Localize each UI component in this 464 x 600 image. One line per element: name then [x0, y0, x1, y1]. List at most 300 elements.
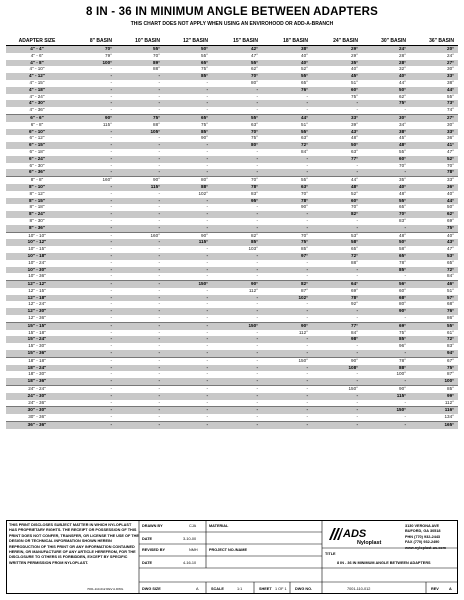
angle-cell: -: [362, 378, 410, 385]
angle-cell: 108°: [312, 365, 362, 372]
angle-cell: 75°: [262, 239, 312, 246]
angle-cell: -: [256, 93, 258, 99]
adapter-size-cell: 10" - 15": [28, 246, 46, 252]
table-row: [6, 169, 458, 176]
angle-cell: 78°: [362, 357, 410, 364]
angle-cell: 50°: [164, 46, 212, 53]
angle-cell: -: [362, 350, 410, 357]
angle-cell: 33°: [312, 114, 362, 121]
table-row: [6, 60, 458, 67]
angle-cell: -: [212, 350, 262, 357]
table-row: [6, 400, 458, 407]
angle-cell: -: [212, 308, 262, 315]
adapter-size-cell: 4" - 6": [30, 52, 44, 58]
angle-cell: 160°: [68, 177, 116, 184]
angle-cell: 70°: [351, 204, 358, 210]
angle-cell: -: [158, 135, 160, 141]
angle-cell: 89°: [116, 60, 164, 67]
angle-cell: 55°: [447, 93, 454, 99]
angle-cell: -: [164, 350, 212, 357]
angle-cell: -: [404, 414, 406, 420]
angle-cell: 75°: [251, 135, 258, 141]
angle-cell: -: [212, 156, 262, 163]
adapter-size-cell: 10" - 18": [6, 253, 68, 260]
adapter-size-cell: 4" - 18": [6, 87, 68, 94]
angle-cell: 67°: [410, 357, 458, 364]
angle-cell: 150°: [262, 357, 312, 364]
revised-by-label: REVISED BY: [142, 548, 165, 552]
angle-cell: -: [262, 365, 312, 372]
angle-cell: -: [164, 365, 212, 372]
title-value: 8 IN - 36 IN MINIMUM ANGLE BETWEEN ADAPTERS: [337, 561, 431, 565]
angle-cell: 70°: [301, 190, 308, 196]
table-row: [6, 315, 458, 322]
table-row: [6, 422, 458, 429]
angle-cell: -: [68, 267, 116, 274]
angle-cell: 105°: [116, 129, 164, 136]
angle-cell: 33°: [410, 177, 458, 184]
table-row: [6, 343, 458, 350]
drawn-by-value: CJA: [189, 524, 197, 528]
title-block: [6, 520, 458, 594]
date-value-2: 4-16-10: [183, 561, 197, 565]
sheet-label: SHEET: [259, 587, 272, 591]
angle-cell: -: [116, 357, 164, 364]
angle-cell: 50°: [447, 204, 454, 210]
table-row: [6, 308, 458, 315]
table-row: [6, 107, 458, 114]
table-row: [6, 253, 458, 260]
angle-cell: -: [256, 162, 258, 168]
angle-cell: -: [356, 399, 358, 405]
angle-cell: -: [68, 308, 116, 315]
angle-cell: -: [68, 100, 116, 107]
adapter-size-cell: 6" - 15": [6, 142, 68, 149]
angle-cell: -: [262, 267, 312, 274]
angle-cell: -: [306, 107, 308, 113]
angle-cell: 77°: [312, 322, 362, 329]
angle-cell: -: [212, 422, 262, 429]
angle-cell: 84°: [351, 329, 358, 335]
date-value-1: 3-10-00: [183, 537, 197, 541]
angle-cell: -: [206, 399, 208, 405]
angle-cell: 65°: [362, 253, 410, 260]
angle-cell: 48°: [362, 142, 410, 149]
table-row: [6, 114, 458, 121]
angle-cell: 55°: [212, 60, 262, 67]
angle-cell: 78°: [212, 184, 262, 191]
angle-cell: -: [110, 79, 112, 85]
angle-cell: -: [306, 93, 308, 99]
angle-cell: -: [116, 73, 164, 80]
table-row: [6, 177, 458, 184]
angle-cell: -: [312, 267, 362, 274]
angle-cell: -: [256, 273, 258, 279]
angle-cell: -: [116, 378, 164, 385]
table-row: [6, 100, 458, 107]
angle-cell: -: [164, 295, 212, 302]
angle-cell: -: [262, 169, 312, 176]
angle-cell: -: [158, 287, 160, 293]
table-row: [6, 184, 458, 191]
angle-cell: 70°: [68, 46, 116, 53]
angle-cell: -: [116, 225, 164, 232]
angle-cell: -: [110, 329, 112, 335]
adapter-size-cell: 12" - 36": [28, 315, 46, 321]
date-label-2: DATE: [142, 561, 153, 565]
column-header: 24" BASIN: [312, 37, 362, 46]
angle-cell: -: [206, 148, 208, 154]
drawn-by-label: DRAWN BY: [142, 524, 163, 528]
column-header: ADAPTER SIZE: [6, 37, 68, 46]
angle-cell: -: [212, 365, 262, 372]
date-label-1: DATE: [142, 537, 153, 541]
adapter-size-cell: 6" - 8": [30, 121, 44, 127]
proprietary-disclaimer: THIS PRINT DISCLOSES SUBJECT MATTER IN WHICH NYLOPLAST HAS PROPRIETARY RIGHTS. THE RECEIPT OR POSSESSION OF THIS PRINT DOES NOT CONFER, TRANSFER, OR LICENSE THE USE OF THE DESIGN OR TECHNICAL INFORMATION SHOWN HEREIN REPRODUCTION OF THIS PRINT OR ANY INFORMATION CONTAINED HEREIN, OR MANUFACTURE OF ANY ARTICLE HEREFROM, FOR THE DISCLOSURE TO OTHERS IS FORBIDDEN, EXCEPT BY SPECIFIC WRITTEN PERMISSION FROM NYLOPLAST.: [9, 523, 139, 565]
angle-cell: -: [256, 204, 258, 210]
table-row: [6, 129, 458, 136]
angle-cell: -: [256, 217, 258, 223]
angle-cell: -: [110, 301, 112, 307]
adapter-size-cell: 4" - 4": [6, 46, 68, 53]
adapter-size-cell: 24" - 24": [6, 386, 68, 393]
angle-cell: 102°: [198, 190, 208, 196]
angle-cell: -: [68, 407, 116, 414]
angle-cell: -: [262, 336, 312, 343]
table-row: [6, 393, 458, 400]
angle-cell: -: [362, 169, 410, 176]
angle-cell: -: [206, 217, 208, 223]
angle-cell: 88°: [153, 66, 160, 72]
angle-cell: -: [256, 343, 258, 349]
adapter-size-cell: 30" - 36": [28, 414, 46, 420]
angle-cell: 47°: [447, 246, 454, 252]
angle-cell: 58°: [312, 239, 362, 246]
angle-cell: 95°: [212, 198, 262, 205]
angle-cell: -: [212, 211, 262, 218]
angle-cell: 72°: [410, 267, 458, 274]
angle-cell: -: [312, 169, 362, 176]
angle-cell: -: [262, 407, 312, 414]
angle-cell: 115°: [362, 393, 410, 400]
angle-cell: -: [356, 107, 358, 113]
angle-cell: 72°: [262, 142, 312, 149]
angle-cell: -: [116, 407, 164, 414]
angle-cell: 35°: [362, 177, 410, 184]
angle-cell: 150°: [212, 322, 262, 329]
dwg-no-label: DWG NO.: [295, 587, 313, 591]
table-row: [6, 163, 458, 170]
angle-cell: 51°: [351, 79, 358, 85]
angle-cell: 75°: [410, 365, 458, 372]
project-label: PROJECT NO./NAME: [209, 548, 247, 552]
angle-cell: 96°: [399, 343, 406, 349]
angle-cell: 50°: [312, 142, 362, 149]
angle-cell: 92°: [351, 301, 358, 307]
adapter-size-cell: 4" - 24": [29, 93, 45, 99]
angle-cell: 98°: [312, 336, 362, 343]
dwg-no-value: 7001-110-012: [347, 587, 371, 591]
adapter-size-cell: 10" - 24": [28, 259, 46, 265]
angle-cell: 70°: [212, 177, 262, 184]
angle-cell: -: [212, 100, 262, 107]
angle-cell: -: [68, 322, 116, 329]
angle-cell: 88°: [351, 259, 358, 265]
angle-cell: -: [68, 295, 116, 302]
angle-cell: -: [306, 273, 308, 279]
angle-cell: 115°: [102, 121, 112, 127]
table-row: [6, 46, 458, 53]
angle-cell: -: [262, 100, 312, 107]
angle-cell: -: [164, 322, 212, 329]
angle-cell: 78°: [262, 198, 312, 205]
angle-cell: -: [110, 148, 112, 154]
address-line: 3130 VERONA AVE: [405, 524, 440, 528]
angle-cell: -: [110, 135, 112, 141]
table-row: [6, 288, 458, 295]
angle-cell: -: [206, 162, 208, 168]
angle-cell: -: [256, 329, 258, 335]
address-line: www.nyloplast-us.com: [405, 545, 446, 550]
angle-cell: 75°: [201, 66, 208, 72]
angle-cell: 99°: [410, 393, 458, 400]
ads-nyloplast-logo: [325, 524, 401, 548]
angle-cell: 55°: [362, 198, 410, 205]
scale-label: SCALE: [211, 587, 224, 591]
angle-cell: -: [116, 422, 164, 429]
angle-cell: -: [312, 378, 362, 385]
table-row: [6, 246, 458, 253]
angle-cell: 112°: [248, 287, 258, 293]
adapter-size-cell: 10" - 36": [28, 273, 46, 279]
adapter-size-cell: 15" - 36": [6, 350, 68, 357]
angle-cell: -: [164, 308, 212, 315]
angle-cell: -: [356, 343, 358, 349]
table-row: [6, 386, 458, 393]
angle-cell: 88°: [362, 365, 410, 372]
angle-cell: -: [158, 301, 160, 307]
angle-cell: 85°: [362, 336, 410, 343]
angle-cell: -: [164, 407, 212, 414]
chart-title: 8 IN - 36 IN MINIMUM ANGLE BETWEEN ADAPTERS: [85, 6, 379, 18]
angle-cell: 52°: [410, 156, 458, 163]
column-header: 30" BASIN: [362, 37, 410, 46]
adapter-size-cell: 24" - 30": [6, 393, 68, 400]
angle-cell: 73°: [410, 100, 458, 107]
angle-cell: 90°: [164, 232, 212, 239]
angle-cell: 85°: [212, 239, 262, 246]
angle-cell: -: [68, 232, 116, 239]
table-row: [6, 80, 458, 87]
angle-cell: -: [206, 273, 208, 279]
adapter-size-cell: 15" - 15": [6, 322, 68, 329]
angle-cell: 38°: [447, 79, 454, 85]
adapter-size-cell: 4" - 8": [6, 60, 68, 67]
angle-cell: 72°: [312, 253, 362, 260]
adapter-size-cell: 15" - 18": [28, 329, 46, 335]
angle-cell: 48°: [351, 135, 358, 141]
angle-cell: -: [110, 343, 112, 349]
angle-cell: -: [68, 350, 116, 357]
column-header: 36" BASIN: [410, 37, 458, 46]
angle-cell: 112°: [298, 329, 308, 335]
angle-cell: -: [206, 301, 208, 307]
angle-cell: 57°: [410, 295, 458, 302]
table-row: [6, 273, 458, 280]
angle-cell: -: [110, 246, 112, 252]
angle-cell: -: [164, 142, 212, 149]
angle-cell: -: [206, 79, 208, 85]
column-header: 15" BASIN: [212, 37, 262, 46]
logo-subtext: Nyloplast: [357, 540, 382, 546]
adapter-size-cell: 6" - 24": [6, 156, 68, 163]
title-label: TITLE: [325, 552, 336, 556]
angle-cell: 82°: [312, 211, 362, 218]
angle-cell: 76°: [262, 87, 312, 94]
angle-cell: 90°: [262, 322, 312, 329]
angle-cell: 79°: [105, 52, 112, 58]
angle-cell: 87°: [301, 287, 308, 293]
table-row: [6, 87, 458, 94]
angle-cell: -: [110, 66, 112, 72]
angle-cell: -: [256, 414, 258, 420]
angle-cell: 75°: [201, 121, 208, 127]
angle-cell: -: [68, 422, 116, 429]
angle-cell: 75°: [116, 114, 164, 121]
angle-cell: -: [312, 407, 362, 414]
angle-cell: -: [158, 246, 160, 252]
angle-cell: -: [206, 204, 208, 210]
angle-cell: -: [164, 100, 212, 107]
angle-cell: -: [116, 393, 164, 400]
angle-cell: 85°: [164, 129, 212, 136]
angle-cell: -: [116, 350, 164, 357]
angle-cell: -: [164, 87, 212, 94]
angle-cell: 44°: [262, 114, 312, 121]
logo-text: ADS: [343, 528, 367, 540]
angle-cell: -: [206, 246, 208, 252]
table-row: [6, 407, 458, 414]
angle-cell: 69°: [362, 322, 410, 329]
angle-cell: 27°: [410, 114, 458, 121]
angle-cell: -: [404, 107, 406, 113]
angle-cell: -: [158, 162, 160, 168]
angle-cell: 55°: [212, 114, 262, 121]
angle-cell: -: [116, 253, 164, 260]
revised-by-value: NMH: [189, 548, 198, 552]
angle-cell: 94°: [410, 350, 458, 357]
angle-cell: -: [110, 399, 112, 405]
angle-cell: 72°: [410, 336, 458, 343]
adapter-size-cell: 4" - 15": [29, 79, 45, 85]
angle-cell: -: [158, 371, 160, 377]
angle-cell: 51°: [301, 121, 308, 127]
angle-cell: -: [68, 239, 116, 246]
angle-cell: 51°: [447, 287, 454, 293]
adapter-size-cell: 4" - 12": [6, 73, 68, 80]
angle-cell: -: [68, 198, 116, 205]
angle-cell: -: [116, 239, 164, 246]
angle-cell: -: [256, 107, 258, 113]
angle-cell: -: [206, 287, 208, 293]
angle-cell: 103°: [248, 246, 258, 252]
angle-cell: 90°: [362, 308, 410, 315]
angle-cell: 86°: [447, 315, 454, 321]
angle-cell: -: [404, 273, 406, 279]
angle-cell: -: [206, 343, 208, 349]
angle-cell: -: [306, 259, 308, 265]
angle-cell: 100°: [410, 378, 458, 385]
angle-cell: -: [68, 211, 116, 218]
angle-cell: 32°: [399, 66, 406, 72]
angle-cell: 58°: [399, 246, 406, 252]
angle-cell: 68°: [362, 295, 410, 302]
angle-cell: -: [164, 169, 212, 176]
table-row: [6, 295, 458, 302]
angle-cell: 55°: [410, 322, 458, 329]
angle-cell: 90°: [116, 177, 164, 184]
table-row: [6, 211, 458, 218]
scale-value: 1:1: [237, 587, 243, 591]
angle-cell: 29°: [351, 52, 358, 58]
angle-cell: -: [212, 295, 262, 302]
angle-cell: -: [158, 399, 160, 405]
angle-cell: -: [164, 156, 212, 163]
angle-cell: -: [110, 190, 112, 196]
angle-cell: -: [116, 322, 164, 329]
angle-cell: 63°: [251, 121, 258, 127]
angle-cell: 38°: [362, 129, 410, 136]
angle-cell: -: [262, 225, 312, 232]
angle-cell: -: [158, 79, 160, 85]
angle-cell: 42°: [212, 46, 262, 53]
angle-cell: -: [68, 357, 116, 364]
angle-cell: -: [306, 399, 308, 405]
angle-cell: 53°: [312, 232, 362, 239]
angle-cell: 44°: [410, 198, 458, 205]
angle-cell: -: [116, 308, 164, 315]
angle-cell: -: [256, 301, 258, 307]
angle-cell: 40°: [262, 60, 312, 67]
angle-cell: 46°: [410, 281, 458, 288]
adapter-size-cell: 6" - 36": [6, 169, 68, 176]
angle-cell: -: [68, 386, 116, 393]
angle-cell: 63°: [262, 184, 312, 191]
address-line: FAX (770) 932-2490: [405, 540, 440, 545]
angle-cell: -: [312, 422, 362, 429]
table-row: [6, 232, 458, 239]
angle-cell: 55°: [116, 46, 164, 53]
angle-cell: -: [110, 259, 112, 265]
adapter-size-cell: 6" - 12": [29, 135, 45, 141]
adapter-size-cell: 10" - 12": [6, 239, 68, 246]
angle-cell: -: [158, 204, 160, 210]
adapter-size-cell: 8" - 30": [29, 217, 45, 223]
angle-cell: 74°: [447, 107, 454, 113]
angle-cell: -: [158, 273, 160, 279]
angle-cell: -: [164, 225, 212, 232]
angle-cell: 50°: [362, 87, 410, 94]
sheet-value: 1 OF 1: [275, 587, 287, 591]
angle-cell: -: [110, 162, 112, 168]
angle-cell: 88°: [164, 184, 212, 191]
angle-cell: 150°: [164, 281, 212, 288]
adapter-size-cell: 8" - 15": [6, 198, 68, 205]
angle-cell: -: [262, 156, 312, 163]
angle-cell: -: [356, 414, 358, 420]
angle-cell: -: [116, 295, 164, 302]
angle-cell: -: [158, 414, 160, 420]
